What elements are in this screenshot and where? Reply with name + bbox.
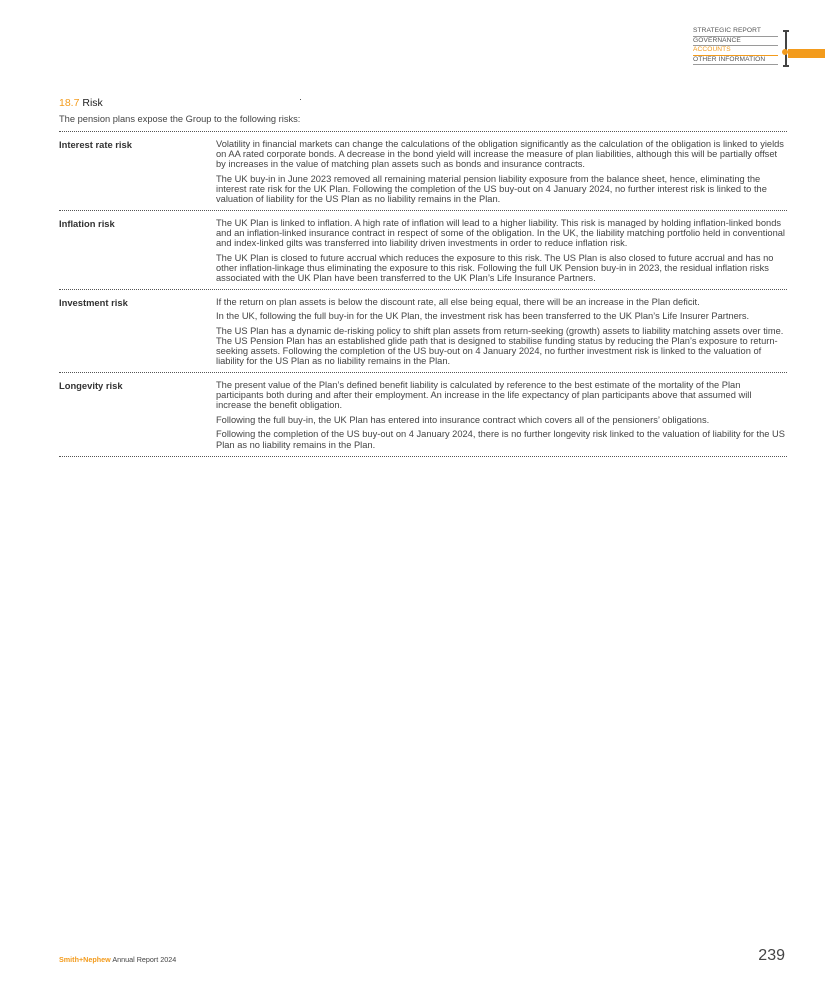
risk-row-interest-rate (59, 132, 787, 210)
nav-current-tab (788, 49, 825, 58)
risk-paragraph: If the return on plan assets is below the discount rate, all else being equal, there will be an increase in the Plan deficit. (216, 296, 700, 307)
risk-row-investment (59, 290, 787, 372)
decorative-dot (300, 99, 301, 100)
risk-label: Interest rate risk (59, 139, 132, 150)
section-number: 18.7 (59, 97, 80, 109)
risk-description (216, 297, 787, 366)
risk-label: Longevity risk (59, 380, 123, 392)
risk-paragraph: Following the completion of the US buy-out on 4 January 2024, there is no further longevity risk linked to the valuation of liability for the US Plan as no liability remains in the Plan. (216, 429, 785, 450)
risk-paragraph: The UK buy-in in June 2023 removed all remaining material pension liability exposure from the balance sheet, hence, eliminating the interest rate risk for the UK Plan. Following the completion of the US buy-out on 4 January 2024, no further interest risk is linked to the valuation of liability for the US Plan as no liability remains in the Plan. (216, 173, 767, 204)
nav-item-strategic-report[interactable]: STRATEGIC REPORT (693, 27, 778, 37)
risk-paragraph: The US Plan has a dynamic de-risking policy to shift plan assets from return-seeking (growth) assets to liability matching assets over time. The US Pension Plan has an established glide path that is designed to stabilise funding status by reducing the Plan’s exposure to return-seeking assets. Following the completion of the US buy-out on 4 January 2024, no further investment risk is linked to the valuation of liability for the US Plan as no liability remains in the Plan. (216, 325, 784, 367)
section-navigation (693, 27, 778, 65)
risk-description (216, 218, 787, 283)
section-heading (59, 97, 103, 109)
risk-paragraph: In the UK, following the full buy-in for the UK Plan, the investment risk has been transferred to the UK Plan’s Life Insurer Partners. (216, 311, 750, 322)
risk-paragraph: Following the full buy-in, the UK Plan has entered into insurance contract which covers all of the pensioners’ obligations. (216, 414, 710, 425)
nav-item-other-information[interactable]: OTHER INFORMATION (693, 56, 778, 66)
risk-paragraph: The UK Plan is closed to future accrual which reduces the exposure to this risk. The US Plan is also closed to future accrual and has no other inflation-linkage thus eliminating the exposure to this risk. Following the full UK Pension buy-in in 2023, the residual inflation risks associated with the UK Plan have been transferred to the UK Plan’s Life Insurance Partners. (216, 252, 774, 283)
risk-description (216, 139, 787, 204)
risk-label: Investment risk (59, 296, 128, 308)
nav-track-bottom-tick (783, 65, 789, 67)
nav-item-accounts[interactable]: ACCOUNTS (693, 46, 778, 56)
report-title: Annual Report 2024 (112, 955, 177, 964)
intro-text: The pension plans expose the Group to the following risks: (59, 114, 301, 124)
page-number: 239 (758, 947, 785, 964)
brand-name: Smith+Nephew (59, 955, 111, 964)
risk-paragraph: Volatility in financial markets can change the calculations of the obligation significantly as the calculation of the obligation is linked to yields on AA rated corporate bonds. A decrease in the bond yield will increase the measure of plan liabilities, although this will be partially offset by increases in the value of matching plan assets such as bonds and insurance contracts. (216, 139, 784, 170)
risk-paragraph: The present value of the Plan’s defined benefit liability is calculated by reference to the best estimate of the mortality of the Plan participants both during and after their employment. An increase in the life expectancy of plan participants above that assumed will increase the benefit obligation. (216, 380, 752, 411)
risk-row-inflation (59, 211, 787, 289)
risk-table (59, 131, 787, 457)
risk-row-longevity (59, 373, 787, 455)
risk-paragraph: The UK Plan is linked to inflation. A high rate of inflation will lead to a higher liability. This risk is managed by holding inflation-linked bonds and an inflation-linked insurance contract in respect of some of the obligation. In the UK, the liability matching portfolio held in conventional and index-linked gilts was transferred into liability driven investments in order to reduce inflation risk. (216, 217, 785, 249)
row-divider (59, 456, 787, 457)
footer-brand (59, 955, 176, 964)
nav-track-top-tick (783, 30, 789, 32)
nav-item-governance[interactable]: GOVERNANCE (693, 37, 778, 47)
risk-label: Inflation risk (59, 217, 115, 229)
risk-description (216, 380, 787, 449)
section-title: Risk (82, 97, 103, 109)
